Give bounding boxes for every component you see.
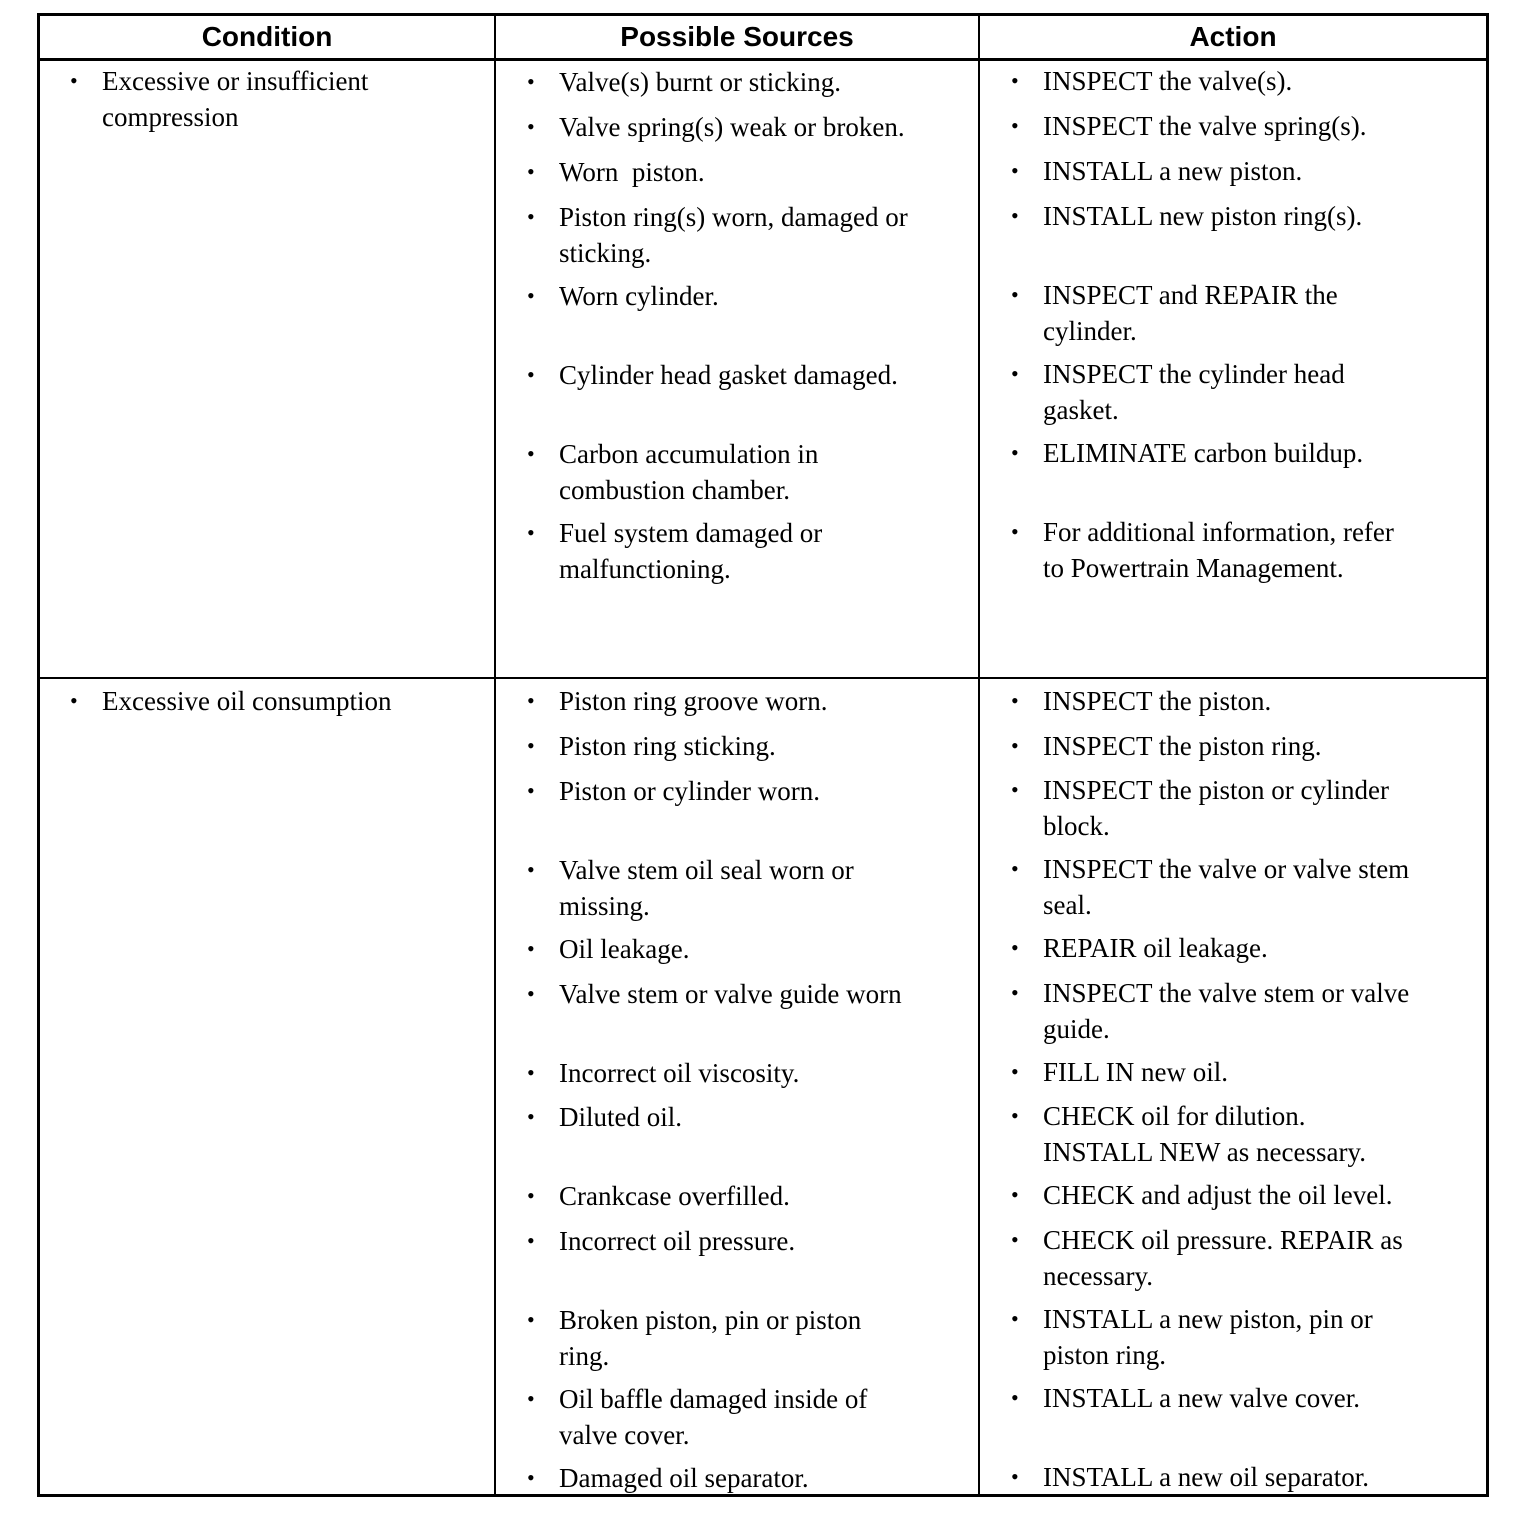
source-item [527,728,776,764]
action-item [1011,930,1268,966]
bullet-icon: • [1011,203,1019,228]
source-item [527,515,822,587]
condition-item [70,683,391,719]
source-item [527,683,827,719]
action-text: CHECK oil pressure. REPAIR as necessary. [1043,1225,1403,1291]
action-text: INSPECT the valve(s). [1043,66,1293,96]
bullet-icon: • [1011,68,1019,93]
bullet-icon: • [527,981,535,1006]
header-action: Action [1189,21,1277,52]
action-item [1011,975,1409,1047]
source-text: Valve stem or valve guide worn [559,979,902,1009]
header-possible-sources: Possible Sources [620,21,854,52]
header-condition: Condition [201,21,333,52]
source-item [527,773,820,809]
source-text: Piston ring sticking. [559,731,776,761]
bullet-icon: • [1011,1182,1019,1207]
source-item [527,852,854,924]
action-text: CHECK and adjust the oil level. [1043,1180,1393,1210]
action-text: INSTALL a new piston, pin or piston ring. [1043,1304,1373,1370]
source-item [527,154,705,190]
bullet-icon: • [1011,440,1019,465]
source-item [527,931,689,967]
source-text: Worn piston. [559,157,705,187]
source-text: Worn cylinder. [559,281,719,311]
source-text: Diluted oil. [559,1102,682,1132]
source-item [527,64,841,100]
bullet-icon: • [527,778,535,803]
action-item [1011,63,1292,99]
source-text: Valve spring(s) weak or broken. [559,112,905,142]
bullet-icon: • [1011,1227,1019,1252]
bullet-icon: • [527,362,535,387]
bullet-icon: • [527,69,535,94]
action-item [1011,514,1394,586]
action-item [1011,1054,1228,1090]
action-text: INSPECT the valve or valve stem seal. [1043,854,1410,920]
source-text: Piston or cylinder worn. [559,776,820,806]
source-text: Cylinder head gasket damaged. [559,360,898,390]
action-item [1011,683,1271,719]
bullet-icon: • [527,441,535,466]
source-item [527,1381,867,1453]
bullet-icon: • [527,1307,535,1332]
bullet-icon: • [527,1183,535,1208]
action-item [1011,108,1366,144]
action-text: INSPECT and REPAIR the cylinder. [1043,280,1338,346]
source-text: Fuel system damaged or malfunctioning. [559,518,823,584]
action-item [1011,851,1409,923]
action-text: INSTALL a new oil separator. [1043,1462,1369,1492]
bullet-icon: • [1011,733,1019,758]
bullet-icon: • [1011,856,1019,881]
source-item [527,1223,795,1259]
bullet-icon: • [1011,935,1019,960]
bullet-icon: • [1011,1464,1019,1489]
source-item [527,976,902,1012]
source-item [527,1055,799,1091]
action-item [1011,1222,1403,1294]
action-item [1011,435,1363,471]
action-text: ELIMINATE carbon buildup. [1043,438,1364,468]
action-item [1011,356,1345,428]
bullet-icon: • [70,688,78,713]
source-item [527,1178,790,1214]
bullet-icon: • [1011,282,1019,307]
action-item [1011,728,1322,764]
action-text: INSPECT the piston ring. [1043,731,1322,761]
action-item [1011,1177,1392,1213]
bullet-icon: • [1011,158,1019,183]
bullet-icon: • [1011,113,1019,138]
source-item [527,436,818,508]
source-item [527,278,719,314]
bullet-icon: • [527,1228,535,1253]
action-text: INSPECT the cylinder head gasket. [1043,359,1345,425]
source-text: Incorrect oil viscosity. [559,1058,800,1088]
column-divider [494,16,496,1494]
action-item [1011,153,1302,189]
source-item [527,1302,861,1374]
row-divider [40,677,1486,679]
action-text: INSPECT the valve spring(s). [1043,111,1367,141]
bullet-icon: • [527,857,535,882]
bullet-icon: • [1011,1306,1019,1331]
bullet-icon: • [527,1104,535,1129]
bullet-icon: • [1011,777,1019,802]
source-text: Damaged oil separator. [559,1463,809,1493]
bullet-icon: • [527,520,535,545]
source-item [527,357,898,393]
action-item [1011,1459,1369,1495]
action-text: FILL IN new oil. [1043,1057,1228,1087]
source-text: Broken piston, pin or piston ring. [559,1305,862,1371]
action-text: CHECK oil for dilution. INSTALL NEW as necessary. [1043,1101,1366,1167]
bullet-icon: • [527,1386,535,1411]
action-item [1011,1098,1366,1170]
column-divider [978,16,980,1494]
bullet-icon: • [1011,519,1019,544]
source-text: Piston ring(s) worn, damaged or sticking. [559,202,908,268]
action-text: INSPECT the valve stem or valve guide. [1043,978,1410,1044]
condition-item [70,63,368,135]
bullet-icon: • [527,159,535,184]
source-item [527,109,905,145]
bullet-icon: • [1011,361,1019,386]
action-text: REPAIR oil leakage. [1043,933,1268,963]
troubleshooting-table [37,13,1489,1497]
source-item [527,199,908,271]
source-item [527,1099,682,1135]
source-text: Crankcase overfilled. [559,1181,790,1211]
action-text: INSPECT the piston. [1043,686,1272,716]
bullet-icon: • [527,688,535,713]
source-item [527,1460,809,1496]
bullet-icon: • [527,1465,535,1490]
bullet-icon: • [527,936,535,961]
bullet-icon: • [527,1060,535,1085]
action-text: INSTALL a new piston. [1043,156,1303,186]
bullet-icon: • [527,733,535,758]
action-item [1011,1301,1373,1373]
action-item [1011,1380,1360,1416]
header-divider [40,58,1486,61]
condition-text: Excessive oil consumption [102,686,392,716]
source-text: Carbon accumulation in combustion chamber. [559,439,819,505]
source-text: Valve(s) burnt or sticking. [559,67,841,97]
bullet-icon: • [1011,1059,1019,1084]
bullet-icon: • [527,283,535,308]
action-item [1011,772,1389,844]
action-text: For additional information, refer to Powertrain Management. [1043,517,1394,583]
bullet-icon: • [1011,688,1019,713]
source-text: Incorrect oil pressure. [559,1226,796,1256]
bullet-icon: • [1011,1385,1019,1410]
bullet-icon: • [1011,980,1019,1005]
bullet-icon: • [527,114,535,139]
action-text: INSPECT the piston or cylinder block. [1043,775,1389,841]
source-text: Piston ring groove worn. [559,686,828,716]
action-item [1011,198,1362,234]
source-text: Oil baffle damaged inside of valve cover. [559,1384,868,1450]
condition-text: Excessive or insufficient compression [102,66,369,132]
source-text: Oil leakage. [559,934,690,964]
bullet-icon: • [527,204,535,229]
action-item [1011,277,1338,349]
action-text: INSTALL a new valve cover. [1043,1383,1360,1413]
bullet-icon: • [1011,1103,1019,1128]
source-text: Valve stem oil seal worn or missing. [559,855,854,921]
bullet-icon: • [70,68,78,93]
action-text: INSTALL new piston ring(s). [1043,201,1363,231]
